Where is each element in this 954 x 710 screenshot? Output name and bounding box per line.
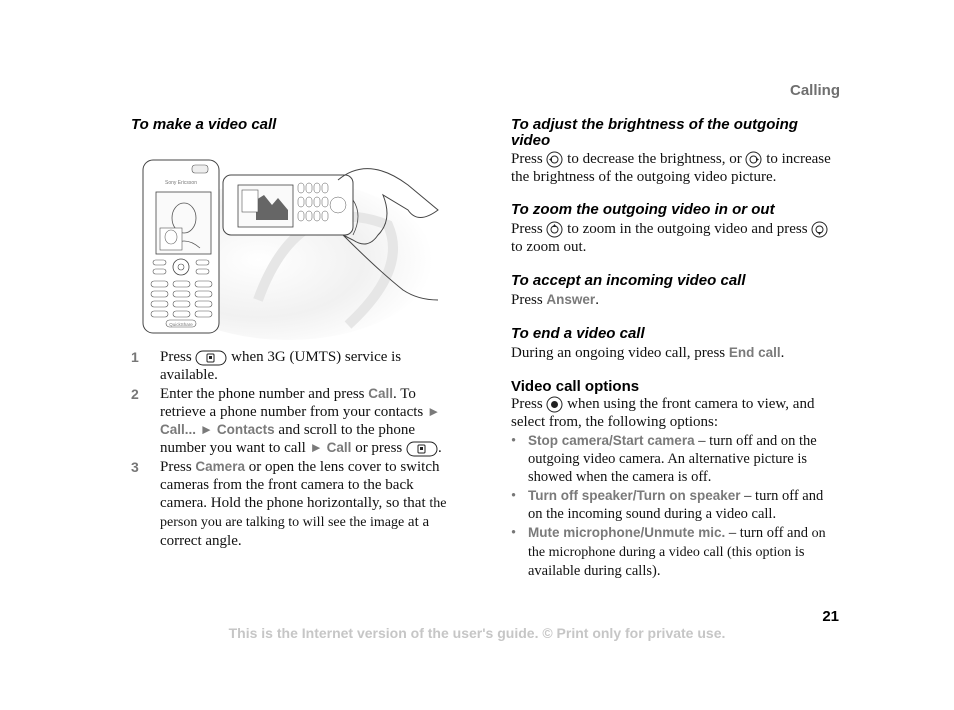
phone-illustration xyxy=(138,150,463,340)
bullet-icon: • xyxy=(511,525,517,542)
step-2: 2 Enter the phone number and press Call. To retrieve a phone number from your contacts ► Call... ► Contacts and scroll to the phone number you want to call ► Call or press . xyxy=(131,386,442,456)
arrow-icon: ► xyxy=(199,422,214,437)
bullet-icon: • xyxy=(511,488,517,505)
arrow-icon: ► xyxy=(309,440,323,455)
steps-list xyxy=(131,348,461,551)
nav-up-icon xyxy=(546,221,563,238)
option-item-camera: • Stop camera/Start camera – turn off and on the outgoing video camera. An alternative picture is showed when the camera is off. xyxy=(511,433,817,486)
option-item-microphone: • Mute microphone/Unmute mic. – turn off and on the microphone during a video call (this option is available during calls). xyxy=(511,525,826,580)
quickshare-label: QuickShare xyxy=(169,322,193,327)
brightness-text: Press to decrease the brightness, or to increase the brightness of the outgoing video picture. xyxy=(511,151,831,186)
options-intro: Press when using the front camera to view, and select from, the following options: xyxy=(511,396,815,431)
arrow-icon: ► xyxy=(426,404,441,419)
bullet-icon: • xyxy=(511,433,517,450)
nav-right-icon xyxy=(745,151,762,168)
end-call-text: During an ongoing video call, press End call. xyxy=(511,345,785,362)
rotated-phone xyxy=(223,175,353,235)
page-number: 21 xyxy=(822,608,839,625)
video-call-key-icon xyxy=(406,441,438,457)
accept-text: Press Answer. xyxy=(511,292,599,309)
heading-adjust-brightness: To adjust the brightness of the outgoing video xyxy=(511,116,798,149)
keyword-end-call: End call xyxy=(728,345,781,361)
keyword-call-menu: Call... xyxy=(160,422,197,437)
keyword-contacts: Contacts xyxy=(216,422,275,437)
step-1: 1 Press when 3G (UMTS) service is available. xyxy=(131,349,402,383)
footer-notice: This is the Internet version of the user's guide. © Print only for private use. xyxy=(228,625,726,641)
option-item-speaker: • Turn off speaker/Turn on speaker – turn off and on the incoming sound during a video call. xyxy=(511,488,824,523)
nav-down-icon xyxy=(811,221,828,238)
heading-video-call-options: Video call options xyxy=(511,378,640,396)
select-key-icon xyxy=(546,396,563,413)
step-number: 1 xyxy=(131,349,139,365)
keyword-call: Call xyxy=(326,440,352,455)
video-call-key-icon xyxy=(195,350,227,366)
nav-left-icon xyxy=(546,151,563,168)
keyword-answer: Answer xyxy=(546,292,596,308)
heading-end-call: To end a video call xyxy=(511,325,645,343)
heading-accept-call: To accept an incoming video call xyxy=(511,272,746,290)
front-phone xyxy=(143,160,219,333)
right-column xyxy=(511,117,841,581)
brand-label: Sony Ericsson xyxy=(165,180,197,186)
section-header: Calling xyxy=(789,82,840,99)
options-list xyxy=(511,432,841,580)
keyword-call: Call xyxy=(368,386,394,401)
zoom-text: Press to zoom in the outgoing video and press to zoom out. xyxy=(511,220,841,256)
step-number: 2 xyxy=(131,386,139,402)
keyword-camera: Camera xyxy=(195,459,245,474)
step-number: 3 xyxy=(131,459,139,475)
step-3: 3 Press Camera or open the lens cover to switch cameras from the front camera to the back camera. Hold the phone horizontally, so that the person you are talking to will see the image at a correct angle. xyxy=(131,459,447,549)
heading-zoom: To zoom the outgoing video in or out xyxy=(511,201,775,219)
heading-make-video-call: To make a video call xyxy=(131,116,277,133)
